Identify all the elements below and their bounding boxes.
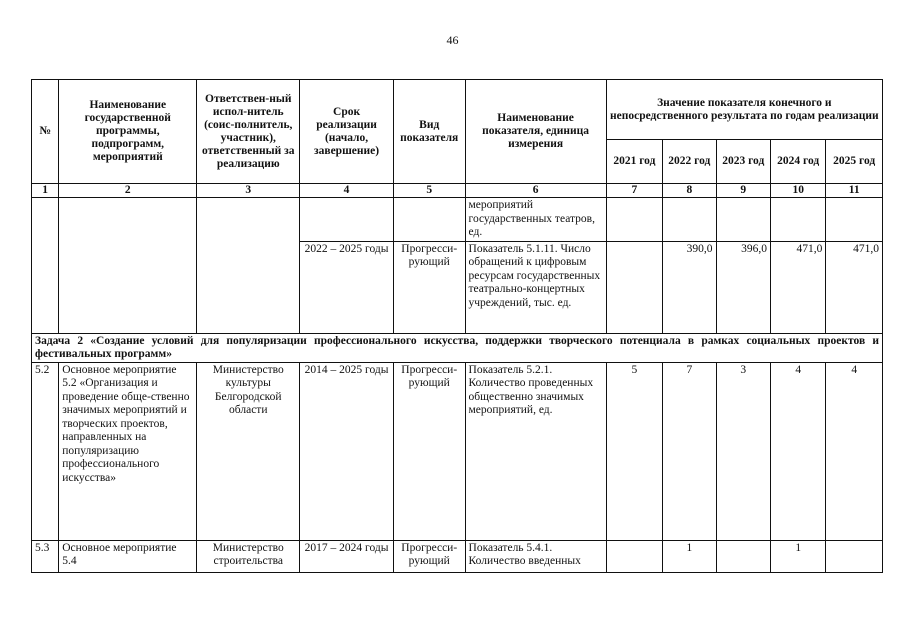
header-year-2023: 2023 год — [716, 140, 770, 184]
value-cell: 471,0 — [826, 241, 883, 333]
table-row — [32, 362, 883, 540]
indicators-table — [31, 79, 883, 573]
value-cell: 1 — [770, 540, 825, 572]
value-cell — [606, 241, 662, 333]
col-number: 2 — [59, 184, 197, 198]
header-values-group: Значение показателя конечного и непосредственного результата по годам реализации — [606, 80, 882, 140]
type-cell: Прогресси-рующий — [393, 241, 465, 333]
num-cell: 5.3 — [32, 540, 59, 572]
header-term: Срок реализации (начало, завершение) — [300, 80, 394, 184]
header-type: Вид показателя — [393, 80, 465, 184]
value-cell — [770, 198, 825, 242]
task-row — [32, 333, 883, 362]
value-cell: 3 — [716, 362, 770, 540]
header-year-2025: 2025 год — [826, 140, 883, 184]
term-cell: 2014 – 2025 годы — [300, 362, 394, 540]
num-cell — [32, 198, 59, 334]
value-cell: 1 — [663, 540, 716, 572]
indicator-cell: Показатель 5.2.1. Количество проведенных общественно значимых мероприятий, ед. — [465, 362, 606, 540]
type-cell: Прогресси-рующий — [393, 362, 465, 540]
value-cell — [606, 540, 662, 572]
table-row — [32, 198, 883, 242]
program-cell: Основное мероприятие 5.2 «Организация и проведение обще-ственно значимых мероприятий и творческих проектов, направленных на популяризацию профессионального искусства» — [59, 362, 197, 540]
term-cell: 2017 – 2024 годы — [300, 540, 394, 572]
executor-cell: Министерство строительства — [197, 540, 300, 572]
num-cell: 5.2 — [32, 362, 59, 540]
col-number: 10 — [770, 184, 825, 198]
value-cell: 5 — [606, 362, 662, 540]
value-cell: 4 — [770, 362, 825, 540]
value-cell: 390,0 — [663, 241, 716, 333]
term-cell: 2022 – 2025 годы — [300, 241, 394, 333]
indicator-cell: мероприятий государственных театров, ед. — [465, 198, 606, 242]
program-cell: Основное мероприятие 5.4 — [59, 540, 197, 572]
program-cell — [59, 198, 197, 334]
value-cell — [606, 198, 662, 242]
executor-cell: Министерство культуры Белгородской области — [197, 362, 300, 540]
value-cell — [826, 198, 883, 242]
value-cell: 7 — [663, 362, 716, 540]
value-cell — [663, 198, 716, 242]
header-executor: Ответствен-ный испол-нитель (соис-полнитель, участник), ответственный за реализацию — [197, 80, 300, 184]
page-number: 46 — [446, 33, 459, 47]
col-number: 9 — [716, 184, 770, 198]
value-cell — [716, 540, 770, 572]
value-cell — [716, 198, 770, 242]
term-cell — [300, 198, 394, 242]
indicator-cell: Показатель 5.4.1. Количество введенных — [465, 540, 606, 572]
header-indicator: Наименование показателя, единица измерения — [465, 80, 606, 184]
value-cell — [826, 540, 883, 572]
column-number-row — [32, 184, 883, 198]
indicator-cell: Показатель 5.1.11. Число обращений к цифровым ресурсам государственных театрально-концертных учреждений, тыс. ед. — [465, 241, 606, 333]
col-number: 1 — [32, 184, 59, 198]
header-year-2022: 2022 год — [663, 140, 716, 184]
executor-cell — [197, 198, 300, 334]
header-program: Наименование государственной программы, подпрограмм, мероприятий — [59, 80, 197, 184]
col-number: 5 — [393, 184, 465, 198]
col-number: 3 — [197, 184, 300, 198]
col-number: 7 — [606, 184, 662, 198]
col-number: 4 — [300, 184, 394, 198]
value-cell: 396,0 — [716, 241, 770, 333]
header-year-2021: 2021 год — [606, 140, 662, 184]
value-cell: 4 — [826, 362, 883, 540]
col-number: 8 — [663, 184, 716, 198]
header-row-1 — [32, 80, 883, 140]
task-2-title: Задача 2 «Создание условий для популяризации профессионального искусства, поддержки творческого потенциала в рамках социальных проектов и фестивальных программ» — [32, 333, 883, 362]
header-year-2024: 2024 год — [770, 140, 825, 184]
header-num: № — [32, 80, 59, 184]
table-row — [32, 540, 883, 572]
col-number: 11 — [826, 184, 883, 198]
value-cell: 471,0 — [770, 241, 825, 333]
type-cell — [393, 198, 465, 242]
type-cell: Прогресси-рующий — [393, 540, 465, 572]
col-number: 6 — [465, 184, 606, 198]
